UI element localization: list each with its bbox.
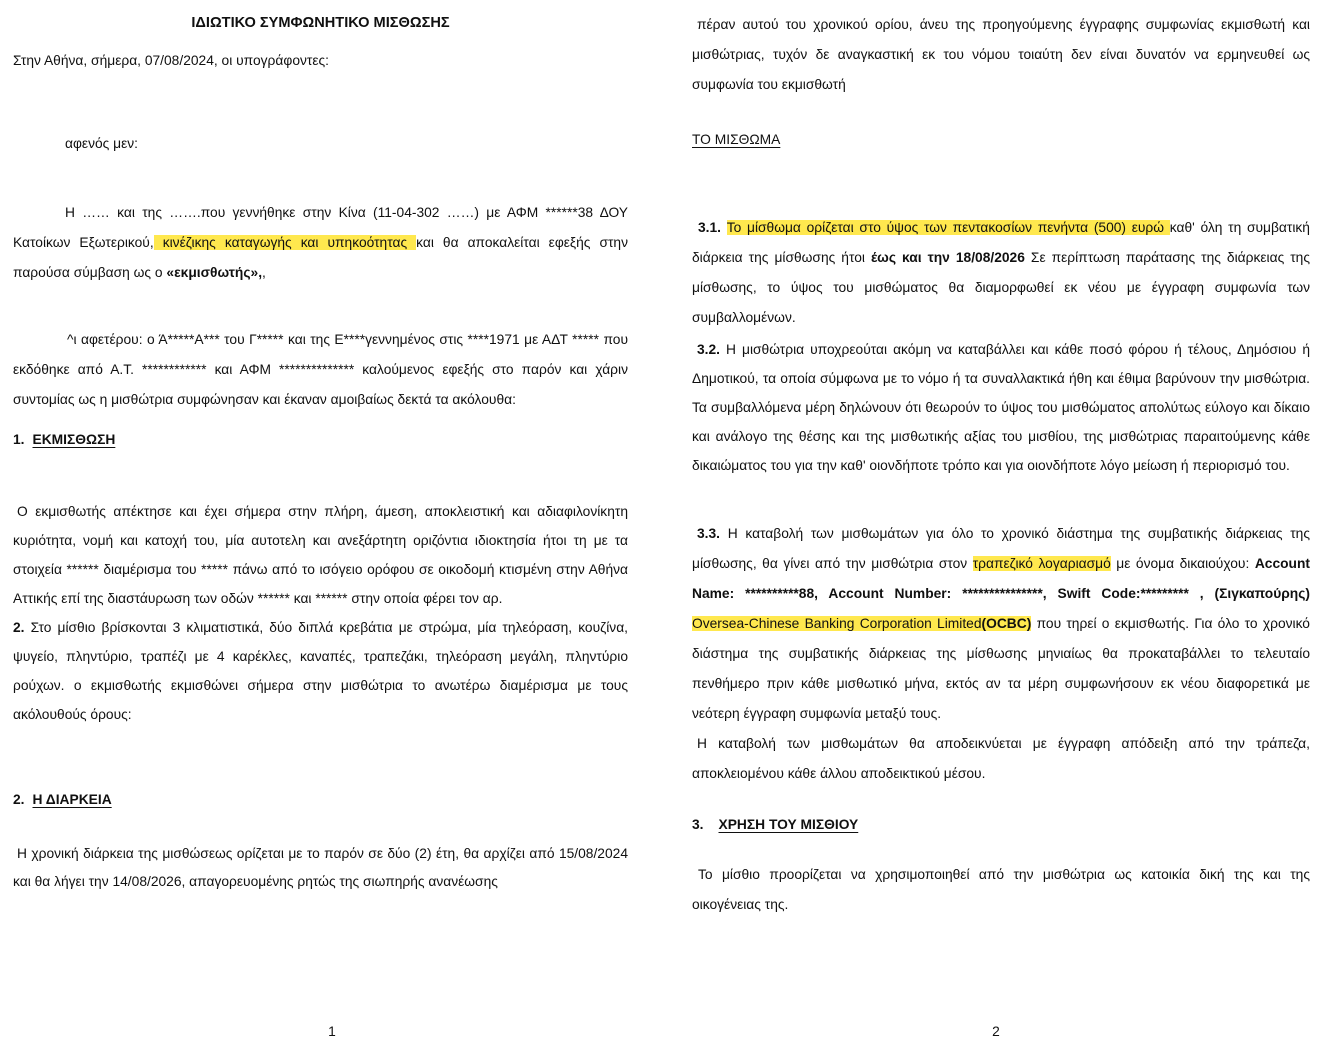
afenos-men-line: αφενός μεν: — [65, 136, 138, 151]
page-2-number: 2 — [992, 1024, 1000, 1039]
paragraph-2-text: Στο μίσθιο βρίσκονται 3 κλιματιστικά, δύο διπλά κρεβάτια με στρώμα, μία τηλεόραση, κουζίνα, ψυγείο, πληντύριο, τραπέζι με 4 καρέκλες, καναπές, τραπεζάκι, τηλεόραση μεγάλη, πληντύριο ρούχων. ο εκμισθωτής εκμισθώνει σήμερα στην μισθώτρια το ανωτέρω διαμέρισμα με τους ακόλουθούς όρους: — [13, 620, 628, 722]
use-section-number: 3. — [692, 817, 704, 832]
section-1-paragraph-2 — [13, 613, 628, 729]
date-line: Στην Αθήνα, σήμερα, 07/08/2024, οι υπογράφοντες: — [13, 53, 329, 68]
lessor-paragraph — [13, 198, 628, 288]
section-2-heading — [13, 785, 628, 815]
bank-name-highlight: Oversea-Chinese Banking Corporation Limited — [692, 616, 982, 631]
document-page-2 — [664, 0, 1328, 1062]
bank-acronym-highlight-bold: (OCBC) — [981, 616, 1032, 631]
section-1-label: ΕΚΜΙΣΘΩΣΗ — [32, 432, 116, 447]
payment-proof-paragraph: Η καταβολή των μισθωμάτων θα αποδεικνύεται με έγγραφη απόδειξη από την τράπεζα, αποκλειομένου κάθε άλλου αποδεικτικού μέσου. — [692, 736, 1310, 781]
clause-3-3-text-2: με όνομα δικαιούχου: — [1110, 556, 1255, 571]
section-2-label: Η ΔΙΑΡΚΕΙΑ — [32, 792, 112, 807]
section-1-number: 1. — [13, 432, 25, 447]
rent-amount-highlight: Το μίσθωμα ορίζεται στο ύψος των πεντακοσίων πενήντα (500) ευρώ — [726, 220, 1170, 235]
page-1-number: 1 — [328, 1024, 336, 1039]
lessor-text-3: , — [262, 265, 266, 280]
lessor-nationality-highlight: κινέζικης καταγωγής και υπηκοότητας — [153, 235, 417, 250]
continuation-paragraph: πέραν αυτού του χρονικού ορίου, άνευ της προηγούμενης έγγραφης συμφωνίας εκμισθωτή και μισθώτριας, τυχόν δε αναγκαστική εκ του νόμου τοιαύτη δεν είναι δυνατόν να ερμηνευθεί ως συμφωνία του εκμισθωτή — [692, 17, 1310, 92]
section-1-heading — [13, 425, 628, 455]
clause-3-1-text-2: Σε περίπτωση παράτασης της διάρκειας της μίσθωσης, το ύψος του μισθώματος θα διαμορφωθεί εκ νέου με έγγραφη συμφωνία των συμβαλλομένων. — [692, 250, 1311, 325]
clause-3-1-text-1: καθ' όλη τη συμβατική διάρκεια της μίσθωσης ήτοι — [692, 220, 1310, 265]
clause-3-3-text-3: που τηρεί ο εκμισθωτής. Για όλο το χρονικό διάστημα της συμβατικής διάρκειας της μίσθωσης μηνιαίως θα προκαταβάλλει το τελευταίο πενθήμερο πριν κάθε μισθωτικό μήνα, εκτός αν τα μέρη συμφωνήσουν εκ νέου διαφορετικά με νεότερη έγγραφη συμφωνία μεταξύ τους. — [692, 616, 1310, 721]
use-section-heading — [692, 810, 1310, 840]
clause-3-1-number: 3.1. — [698, 220, 727, 235]
use-section-label: ΧΡΗΣΗ ΤΟΥ ΜΙΣΘΙΟΥ — [718, 817, 859, 832]
rent-section-label: ΤΟ ΜΙΣΘΩΜΑ — [692, 132, 781, 147]
lessee-paragraph: ^ι αφετέρου: ο Ά*****Α*** του Γ***** και της Ε****γεννημένος στις ****1971 με ΑΔΤ ***** που εκδόθηκε από Α.Τ. ************ και ΑΦΜ ************** καλούμενος εφεξής στο παρόν και χάριν συντομίας ως η μισθώτρια συμφώνησαν και έκαναν αμοιβαίως δεκτά τα ακόλουθα: — [13, 332, 628, 407]
paragraph-2-number: 2. — [13, 620, 25, 635]
section-1-paragraph-1: Ο εκμισθωτής απέκτησε και έχει σήμερα στην πλήρη, άμεση, αποκλειστική και αδιαφιλονίκητη κυριότητα, νομή και κατοχή του, μία αυτοτελη και ανεξάρτητη οριζόντια ιδιοκτησία ήτοι τη με τα στοιχεία ****** διαμέρισμα του ***** πάνω από το ισόγειο ορόφου σε οικοδομή κτισμένη στην Αθήνα Αττικής επί της διαστάυρωση των οδών ****** και ****** στην οποία φέρει τον αρ. — [13, 504, 628, 606]
clause-3-1-paragraph — [692, 213, 1310, 333]
clause-3-2-paragraph — [692, 335, 1310, 480]
lessor-text-2: και θα αποκαλείται εφεξής στην παρούσα σύμβαση ως ο — [13, 235, 628, 280]
end-date-bold: έως και την 18/08/2026 — [870, 250, 1025, 265]
clause-3-2-text: Η μισθώτρια υποχρεούται ακόμη να καταβάλλει και κάθε ποσό φόρου ή τέλους, Δημόσιου ή Δημοτικού, τα οποία σύμφωνα με το νόμο ή τα συναλλακτικά ήθη και έθιμα βαρύνουν την μισθώτρια. Τα συμβαλλόμενα μέρη δηλώνουν ότι θεωρούν το ύψος του μισθώματος απολύτως εύλογο και δίκαιο και ανάλογο της θέσης και της μισθωτικής αξίας του μισθίου, της μισθώτριας παραιτούμενης κάθε δικαιώματος του για την καθ' οιονδήποτε τρόπο και για οιονδήποτε λόγο μείωση ή περιορισμό του. — [692, 342, 1310, 473]
section-2-paragraph-1: Η χρονική διάρκεια της μισθώσεως ορίζεται με το παρόν σε δύο (2) έτη, θα αρχίζει από 15/08/2024 και θα λήγει την 14/08/2026, απαγορευομένης ρητώς της σιωπηρής ανανέωσης — [13, 846, 628, 889]
bank-account-highlight: τραπεζικό λογαριασμό — [972, 556, 1111, 571]
section-2-number: 2. — [13, 792, 25, 807]
rent-section-heading — [692, 125, 1310, 155]
clause-3-2-number: 3.2. — [697, 342, 721, 357]
account-details-bold: Account Name: **********88, Account Number: ***************, Swift Code:********* , (Σιγκαπούρης) — [692, 556, 1311, 601]
clause-3-3-text-1: Η καταβολή των μισθωμάτων για όλο το χρονικό διάστημα της συμβατικής διάρκειας της μίσθωσης, θα γίνει από την μισθώτρια στον — [692, 526, 1310, 571]
clause-3-3-paragraph — [692, 519, 1310, 729]
use-section-paragraph: Το μίσθιο προορίζεται να χρησιμοποιηθεί από την μισθώτρια ως κατοικία δική της και της οικογένειας της. — [692, 867, 1310, 912]
document-title: ΙΔΙΩΤΙΚΟ ΣΥΜΦΩΝΗΤΙΚΟ ΜΙΣΘΩΣΗΣ — [191, 15, 450, 31]
lessor-term-bold: «εκμισθωτής», — [166, 265, 263, 280]
clause-3-3-number: 3.3. — [697, 526, 721, 541]
lessor-text-1: Η …… και της …….που γεννήθηκε στην Κίνα (11-04-302 ……) με ΑΦΜ ******38 ΔΟΥ Κατοίκων Εξωτερικού, — [13, 205, 628, 250]
